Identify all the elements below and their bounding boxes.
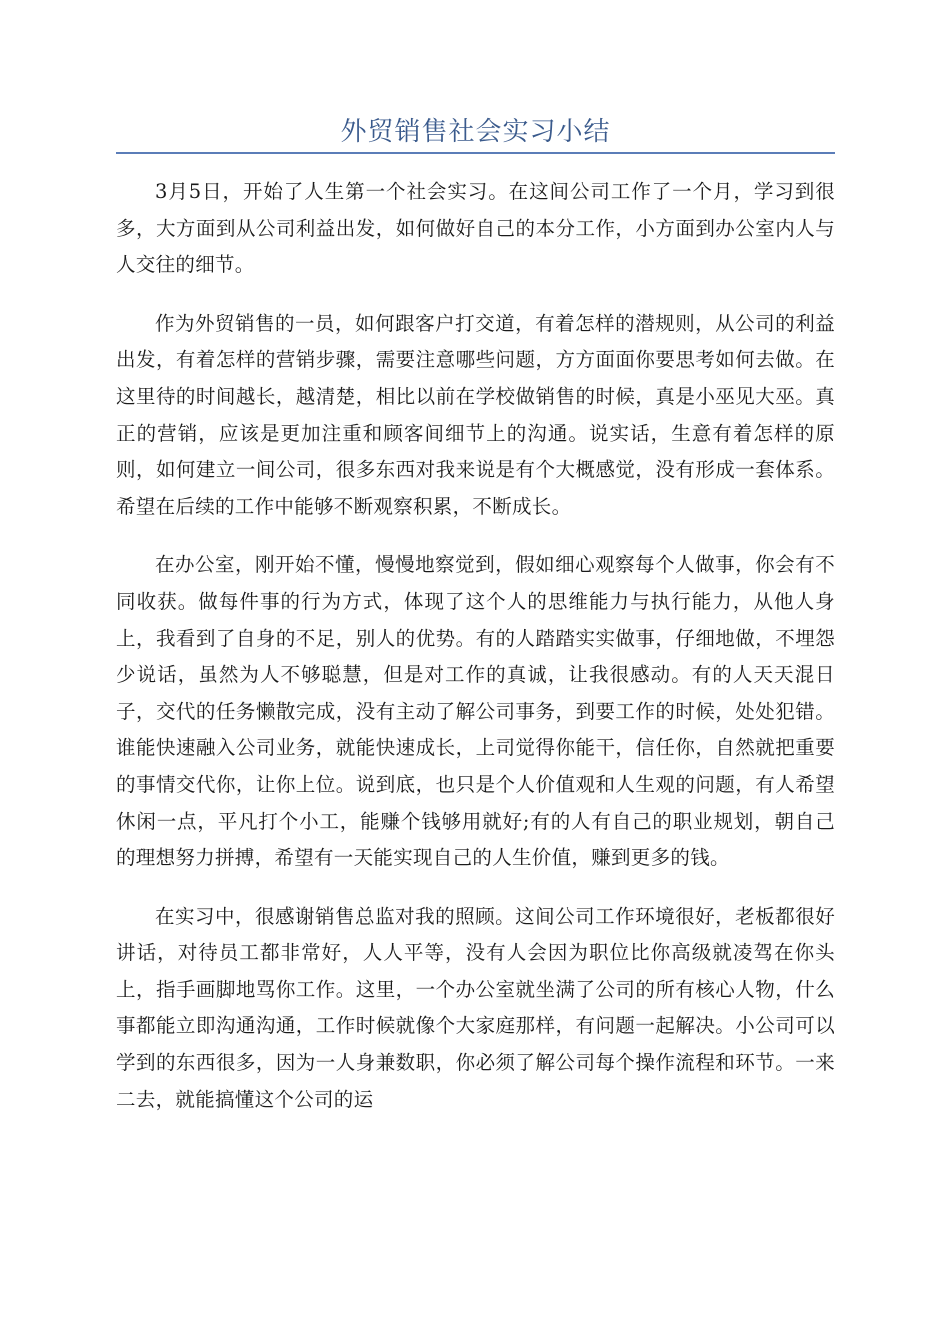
title-underline <box>116 152 835 154</box>
paragraph-1: 3月5日，开始了人生第一个社会实习。在这间公司工作了一个月，学习到很多，大方面到从公司利益出发，如何做好自己的本分工作，小方面到办公室内人与人交往的细节。 <box>116 180 835 277</box>
paragraph-2: 作为外贸销售的一员，如何跟客户打交道，有着怎样的潜规则，从公司的利益出发，有着怎样的营销步骤，需要注意哪些问题，方方面面你要思考如何去做。在这里待的时间越长，越清楚，相比以前在学校做销售的时候，真是小巫见大巫。真正的营销，应该是更加注重和顾客间细节上的沟通。说实话，生意有着怎样的原则，如何建立一间公司，很多东西对我来说是有个大概感觉，没有形成一套体系。希望在后续的工作中能够不断观察积累，不断成长。 <box>116 311 835 518</box>
paragraph-4: 在实习中，很感谢销售总监对我的照顾。这间公司工作环境很好，老板都很好讲话，对待员工都非常好，人人平等，没有人会因为职位比你高级就凌驾在你头上，指手画脚地骂你工作。这里，一个办公室就坐满了公司的所有核心人物，什么事都能立即沟通沟通，工作时候就像个大家庭那样，有问题一起解决。小公司可以学到的东西很多，因为一人身兼数职，你必须了解公司每个操作流程和环节。一来二去，就能搞懂这个公司的运 <box>116 904 835 1111</box>
paragraph-3: 在办公室，刚开始不懂，慢慢地察觉到，假如细心观察每个人做事，你会有不同收获。做每件事的行为方式，体现了这个人的思维能力与执行能力，从他人身上，我看到了自身的不足，别人的优势。有的人踏踏实实做事，仔细地做，不埋怨少说话，虽然为人不够聪慧，但是对工作的真诚，让我很感动。有的人天天混日子，交代的任务懒散完成，没有主动了解公司事务，到要工作的时候，处处犯错。谁能快速融入公司业务，就能快速成长，上司觉得你能干，信任你，自然就把重要的事情交代你，让你上位。说到底，也只是个人价值观和人生观的问题，有人希望休闲一点，平凡打个小工，能赚个钱够用就好;有的人有自己的职业规划，朝自己的理想努力拼搏，希望有一天能实现自己的人生价值，赚到更多的钱。 <box>116 553 835 870</box>
document-body <box>116 174 835 1140</box>
document-title: 外贸销售社会实习小结 <box>340 117 611 147</box>
title-block <box>116 112 835 154</box>
